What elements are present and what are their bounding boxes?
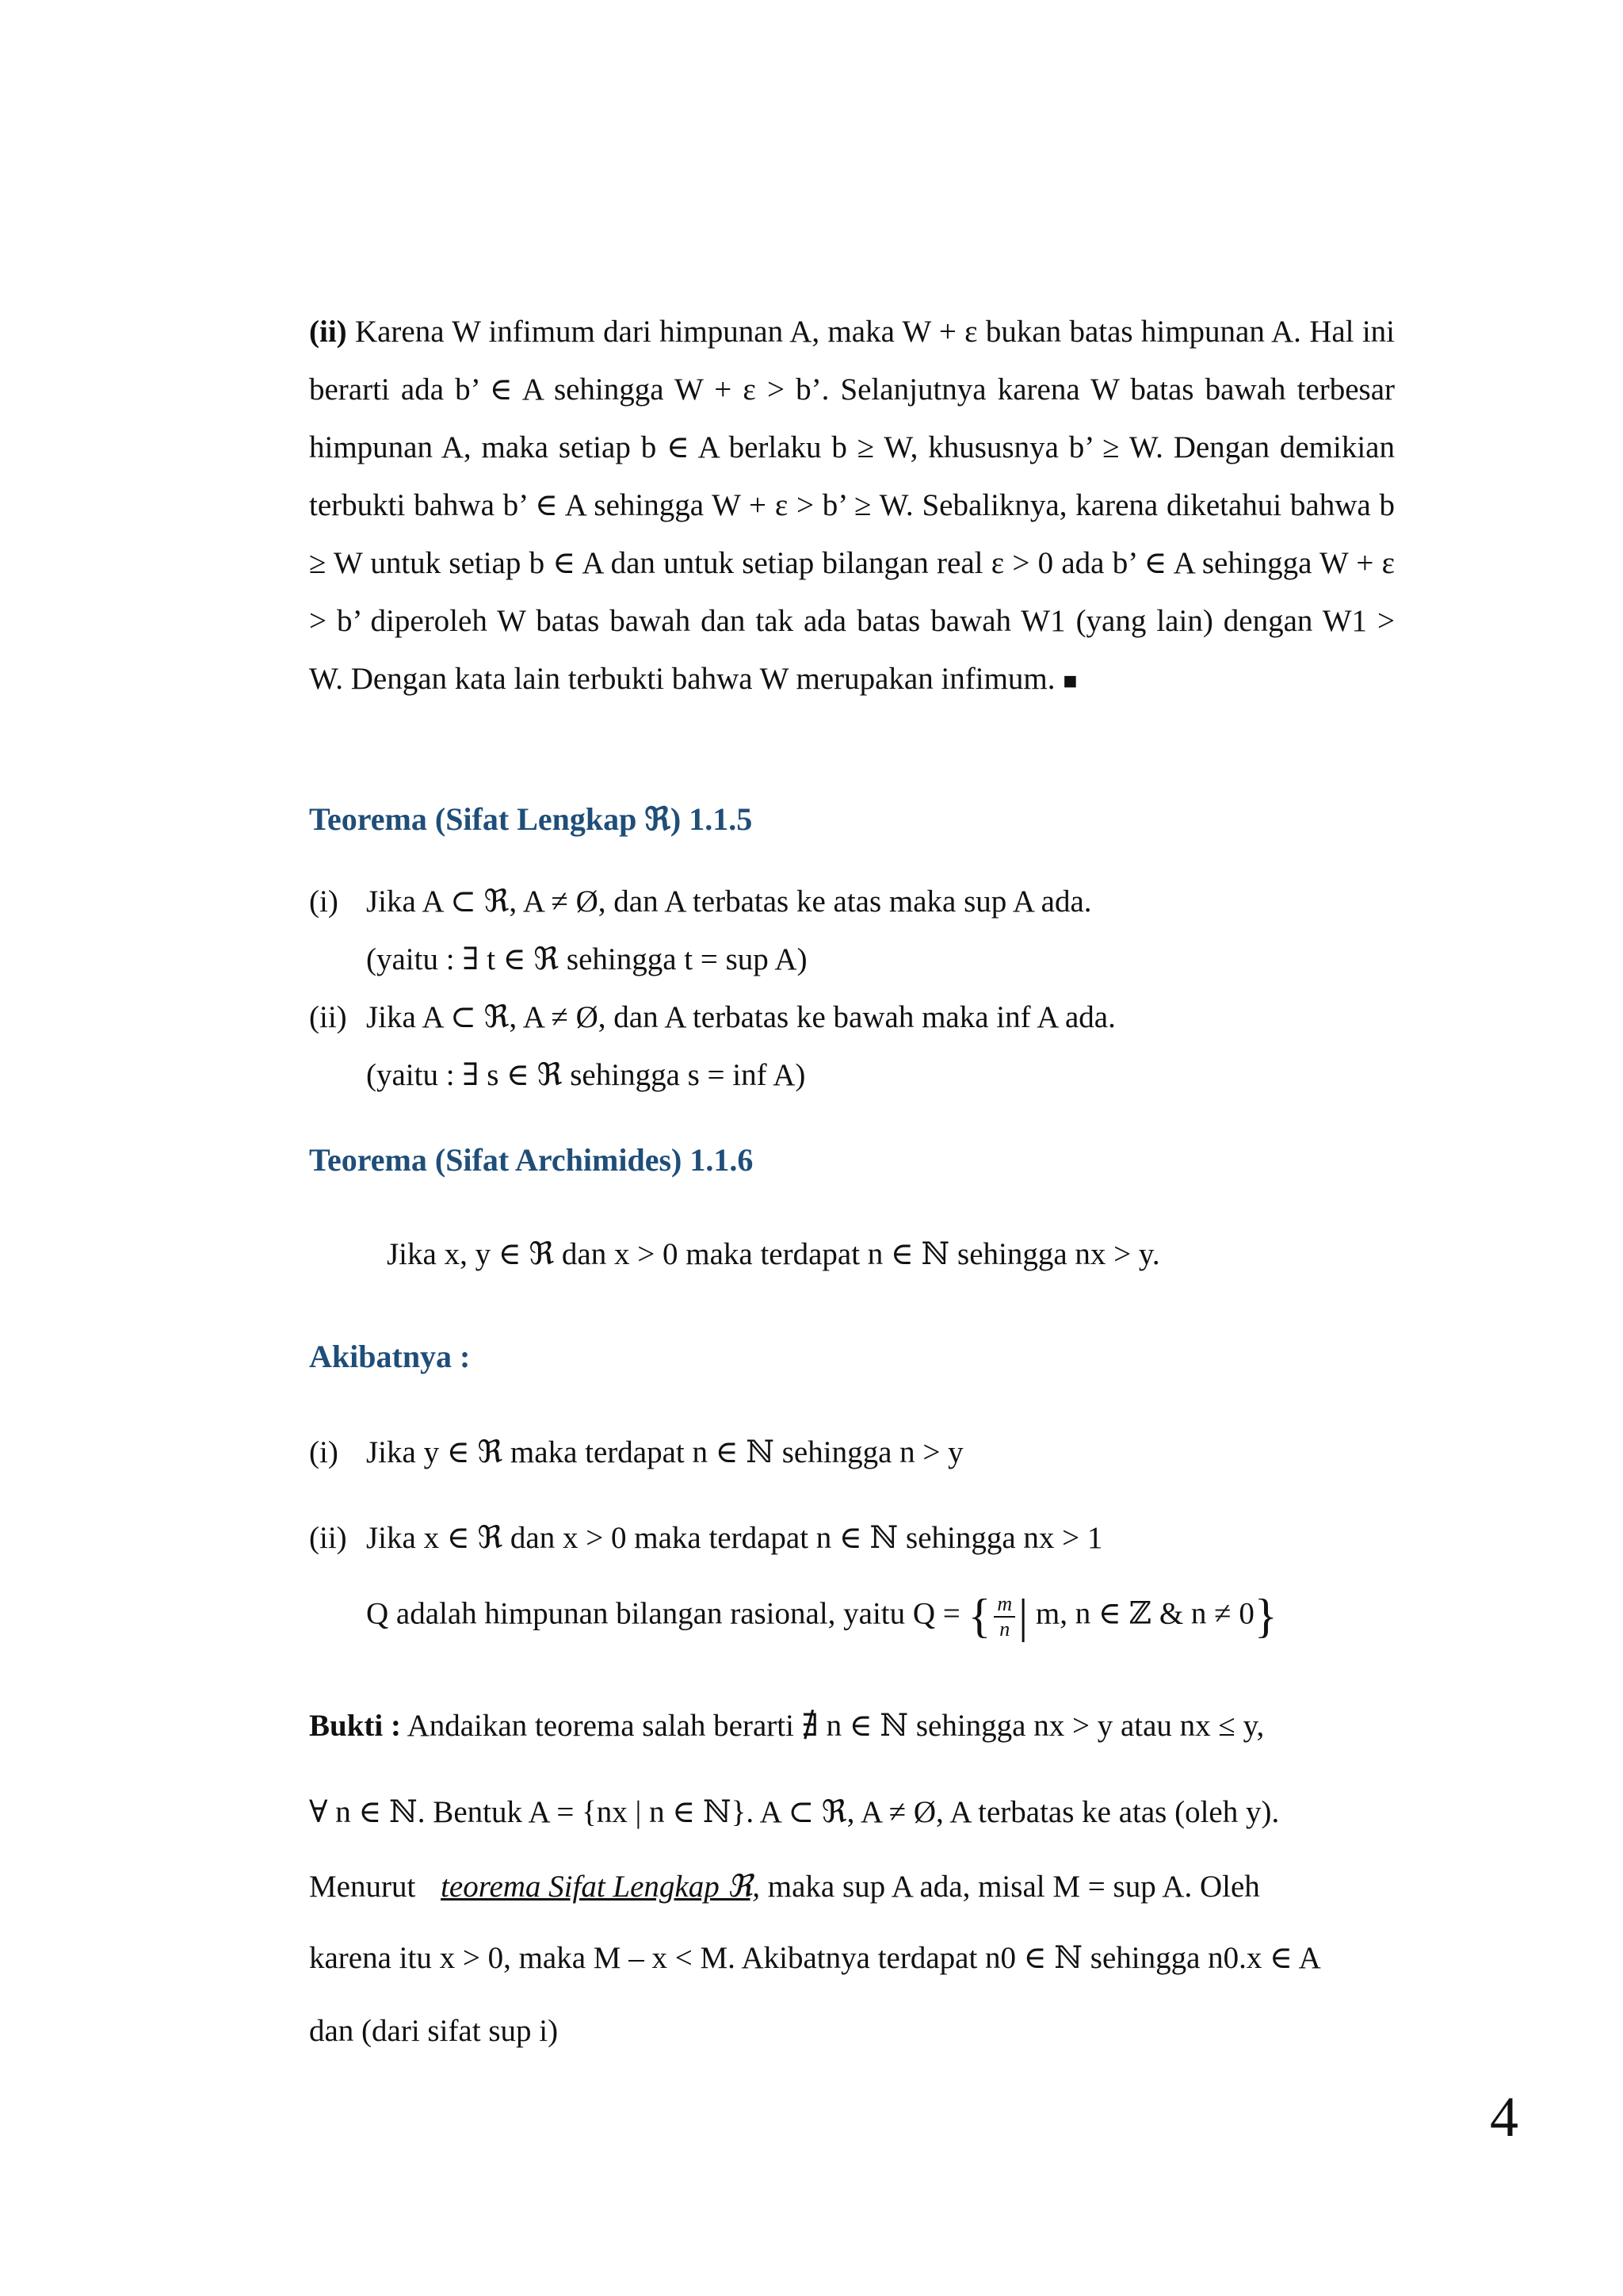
proof-line-4: karena itu x > 0, maka M – x < M. Akibatnya terdapat n0 ∈ ℕ sehingga n0.x ∈ A <box>309 1941 1321 1975</box>
qed-mark: ■ <box>1063 668 1078 694</box>
proof-ii-paragraph <box>309 303 1395 710</box>
proof-label: Bukti : <box>309 1709 401 1743</box>
proof-line-3-post: maka sup A ada, misal M = sup A. Oleh <box>767 1870 1260 1904</box>
item-label: (ii) <box>309 1000 347 1034</box>
rational-definition: Q adalah himpunan bilangan rasional, yaitu Q = { $\frac{m}{n}$ | m, n ∈ ℤ & n ≠ 0} <box>366 1590 1277 1642</box>
fraction-denominator: n <box>999 1617 1010 1641</box>
theorem-116-statement: Jika x, y ∈ ℜ dan x > 0 maka terdapat n ∈ ℕ sehingga nx > y. <box>387 1237 1160 1271</box>
item-text: Jika x ∈ ℜ dan x > 0 maka terdapat n ∈ ℕ sehingga nx > 1 <box>366 1521 1103 1555</box>
proof-line-3-pre: Menurut <box>309 1870 416 1904</box>
theorem-reference-link: teorema Sifat Lengkap ℜ, <box>441 1870 760 1904</box>
theorem-116-heading: Teorema (Sifat Archimides) 1.1.6 <box>309 1142 754 1178</box>
proof-line-3 <box>309 1869 1260 1904</box>
fraction <box>994 1592 1015 1641</box>
set-condition: m, n ∈ ℤ & n ≠ 0 <box>1035 1596 1254 1631</box>
theorem-115-heading: Teorema (Sifat Lengkap ℜ) 1.1.5 <box>309 801 753 837</box>
proof-line-5: dan (dari sifat sup i) <box>309 2014 559 2048</box>
proof-line-1 <box>309 1708 1264 1744</box>
theorem-115-note-i: (yaitu : ∃ t ∈ ℜ sehingga t = sup A) <box>366 942 808 976</box>
item-label: (ii) <box>309 1521 347 1555</box>
consequence-item-i <box>309 1435 964 1470</box>
item-text: Jika A ⊂ ℜ, A ≠ Ø, dan A terbatas ke atas maka sup A ada. <box>366 884 1092 919</box>
theorem-115-note-ii: (yaitu : ∃ s ∈ ℜ sehingga s = inf A) <box>366 1058 806 1092</box>
page-number: 4 <box>1490 2085 1518 2149</box>
item-text: Jika A ⊂ ℜ, A ≠ Ø, dan A terbatas ke bawah maka inf A ada. <box>366 1000 1116 1034</box>
fraction-numerator: m <box>994 1592 1015 1618</box>
consequence-heading: Akibatnya : <box>309 1339 471 1374</box>
consequence-item-ii <box>309 1520 1102 1556</box>
proof-line-1-text: Andaikan teorema salah berarti ∄ n ∈ ℕ sehingga nx > y atau nx ≤ y, <box>407 1709 1265 1743</box>
item-text: Jika y ∈ ℜ maka terdapat n ∈ ℕ sehingga n > y <box>366 1435 964 1469</box>
proof-ii-label: (ii) <box>309 315 347 349</box>
theorem-115-item-i <box>309 884 1092 919</box>
proof-line-2: ∀ n ∈ ℕ. Bentuk A = {nx | n ∈ ℕ}. A ⊂ ℜ, A ≠ Ø, A terbatas ke atas (oleh y). <box>309 1795 1280 1829</box>
item-label: (i) <box>309 1435 338 1469</box>
theorem-115-item-ii <box>309 999 1116 1035</box>
proof-ii-text: Karena W infimum dari himpunan A, maka W + ε bukan batas himpunan A. Hal ini berarti ada b’ ∈ A sehingga W + ε > b’. Selanjutnya karena W batas bawah terbesar himpunan A, maka setiap b ∈ A berlaku b ≥ W, khususnya b’ ≥ W. Dengan demikian terbukti bahwa b’ ∈ A sehingga W + ε > b’ ≥ W. Sebaliknya, karena diketahui bahwa b ≥ W untuk setiap b ∈ A dan untuk setiap bilangan real ε > 0 ada b’ ∈ A sehingga W + ε > b’ diperoleh W batas bawah dan tak ada batas bawah W1 (yang lain) dengan W1 > W. Dengan kata lain terbukti bahwa W merupakan infimum. <box>309 315 1395 696</box>
rational-def-text: Q adalah himpunan bilangan rasional, yaitu Q = <box>366 1596 960 1631</box>
item-label: (i) <box>309 884 338 919</box>
